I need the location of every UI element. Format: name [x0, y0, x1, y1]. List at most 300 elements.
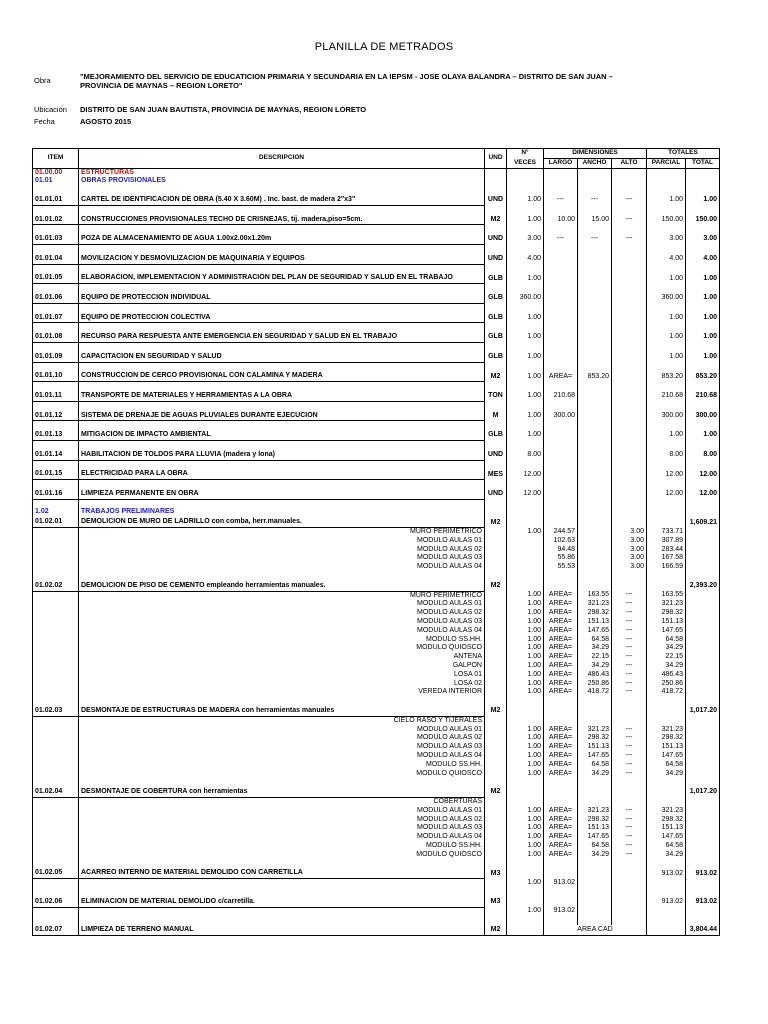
parcial: 298.32 — [647, 609, 686, 618]
detail-row — [33, 537, 720, 546]
ancho — [578, 303, 612, 312]
total — [686, 537, 720, 546]
item-code — [33, 833, 79, 842]
alto: 3.00 — [612, 537, 647, 546]
unit: M — [485, 411, 507, 421]
unit: M2 — [485, 787, 507, 797]
unit: UND — [485, 195, 507, 205]
alto — [612, 706, 647, 716]
parcial — [647, 879, 686, 888]
spacer-row — [33, 916, 720, 925]
ancho — [578, 352, 612, 362]
spacer-row — [33, 499, 720, 508]
total — [686, 264, 720, 273]
item-code — [33, 680, 79, 689]
total — [686, 653, 720, 662]
parcial: 34.29 — [647, 662, 686, 671]
item-code: 1.02 — [33, 508, 79, 517]
parcial: 150.00 — [647, 215, 686, 225]
veces — [507, 244, 544, 253]
alto — [612, 313, 647, 323]
item-description: ACARREO INTERNO DE MATERIAL DEMOLIDO CON CARRETILLA — [79, 868, 485, 878]
largo: 913.02 — [544, 907, 578, 916]
item-description — [79, 480, 485, 489]
item-code — [33, 671, 79, 680]
parcial: 250.86 — [647, 680, 686, 689]
largo — [544, 186, 578, 195]
detail-row — [33, 879, 720, 888]
largo — [544, 244, 578, 253]
detail-row — [33, 528, 720, 537]
largo — [544, 332, 578, 342]
item-code: 01.01.07 — [33, 313, 79, 323]
ancho — [578, 508, 612, 517]
veces — [507, 546, 544, 555]
spacer-row — [33, 888, 720, 897]
unit: M2 — [485, 517, 507, 527]
largo: AREA= — [544, 680, 578, 689]
detail-row — [33, 816, 720, 825]
largo: AREA= — [544, 662, 578, 671]
veces: 1.00 — [507, 627, 544, 636]
detail-label: MODULO AULAS 04 — [79, 752, 485, 761]
parcial: 166.59 — [647, 563, 686, 572]
veces — [507, 581, 544, 591]
ancho — [578, 706, 612, 716]
alto: 3.00 — [612, 563, 647, 572]
total — [686, 563, 720, 572]
item-code: 01.02.03 — [33, 706, 79, 716]
veces: 1.00 — [507, 907, 544, 916]
item-description — [79, 401, 485, 410]
item-code — [33, 600, 79, 609]
spacer-row — [33, 323, 720, 332]
parcial: 853.20 — [647, 371, 686, 381]
total — [686, 688, 720, 697]
ancho: 22.15 — [578, 653, 612, 662]
veces — [507, 716, 544, 725]
table-row — [33, 868, 720, 878]
unit: UND — [485, 450, 507, 460]
unit: GLB — [485, 293, 507, 303]
veces: 1.00 — [507, 609, 544, 618]
unit: M3 — [485, 897, 507, 907]
spacer-row — [33, 225, 720, 234]
detail-row — [33, 609, 720, 618]
detail-row — [33, 600, 720, 609]
parcial — [647, 401, 686, 410]
unit — [485, 916, 507, 925]
ancho — [578, 460, 612, 469]
parcial: 733.71 — [647, 528, 686, 537]
item-description: EQUIPO DE PROTECCION INDIVIDUAL — [79, 293, 485, 303]
ancho — [578, 916, 612, 925]
unit — [485, 644, 507, 653]
unit — [485, 177, 507, 186]
item-code — [33, 879, 79, 888]
largo: AREA= — [544, 591, 578, 600]
parcial — [647, 572, 686, 581]
parcial: 1.00 — [647, 273, 686, 283]
total — [686, 508, 720, 517]
alto — [612, 264, 647, 273]
ancho — [578, 879, 612, 888]
largo: AREA= — [544, 671, 578, 680]
alto — [612, 460, 647, 469]
table-row — [33, 352, 720, 362]
ancho: 34.29 — [578, 644, 612, 653]
item-code: 01.01.16 — [33, 489, 79, 499]
ancho: 34.29 — [578, 770, 612, 779]
total: 150.00 — [686, 215, 720, 225]
veces — [507, 499, 544, 508]
veces: 1.00 — [507, 833, 544, 842]
alto: --- — [612, 734, 647, 743]
item-code — [33, 421, 79, 430]
total: 1.00 — [686, 332, 720, 342]
total — [686, 888, 720, 897]
unit: GLB — [485, 332, 507, 342]
table-row — [33, 706, 720, 716]
unit: UND — [485, 234, 507, 244]
parcial: 486.43 — [647, 671, 686, 680]
detail-row — [33, 752, 720, 761]
item-code — [33, 743, 79, 752]
ancho — [578, 897, 612, 907]
parcial — [647, 225, 686, 234]
parcial: 913.02 — [647, 897, 686, 907]
ancho: 151.13 — [578, 618, 612, 627]
veces — [507, 537, 544, 546]
total — [686, 186, 720, 195]
largo: AREA= — [544, 743, 578, 752]
parcial: 360.00 — [647, 293, 686, 303]
unit — [485, 816, 507, 825]
parcial — [647, 706, 686, 716]
unit — [485, 662, 507, 671]
parcial — [647, 508, 686, 517]
unit — [485, 716, 507, 725]
table-header-row-1 — [33, 149, 720, 159]
item-description: HABILITACIÓN DE TOLDOS PARA LLUVIA (madera y lona) — [79, 450, 485, 460]
largo: AREA= — [544, 824, 578, 833]
total: 1.00 — [686, 293, 720, 303]
total — [686, 734, 720, 743]
header-dimensiones: DIMENSIONES — [544, 149, 647, 159]
unit — [485, 618, 507, 627]
item-code — [33, 618, 79, 627]
fecha-value: AGOSTO 2015 — [80, 117, 132, 126]
ancho — [578, 293, 612, 303]
unit: M2 — [485, 371, 507, 381]
detail-row — [33, 761, 720, 770]
ancho — [578, 177, 612, 186]
unit: M3 — [485, 868, 507, 878]
detail-row — [33, 842, 720, 851]
parcial: 64.58 — [647, 842, 686, 851]
veces: 1.00 — [507, 807, 544, 816]
ancho — [578, 244, 612, 253]
alto: --- — [612, 743, 647, 752]
detail-label: CIELO RASO Y TIJERALES — [79, 716, 485, 725]
unit — [485, 833, 507, 842]
veces: 1.00 — [507, 273, 544, 283]
alto — [612, 907, 647, 916]
veces: 1.00 — [507, 352, 544, 362]
largo — [544, 264, 578, 273]
ancho: 298.32 — [578, 609, 612, 618]
item-code: 01.02.01 — [33, 517, 79, 527]
total: 210.68 — [686, 391, 720, 401]
total — [686, 440, 720, 449]
item-description: DESMONTAJE DE COBERTURA con herramientas — [79, 787, 485, 797]
item-code: 01.01.09 — [33, 352, 79, 362]
alto — [612, 284, 647, 293]
ancho — [578, 313, 612, 323]
veces: 1.00 — [507, 752, 544, 761]
total: 913.02 — [686, 897, 720, 907]
veces: 1.00 — [507, 591, 544, 600]
largo — [544, 225, 578, 234]
largo: 10.00 — [544, 215, 578, 225]
item-code: 01.01.04 — [33, 254, 79, 264]
item-description — [79, 362, 485, 371]
alto: --- — [612, 726, 647, 735]
total — [686, 680, 720, 689]
ancho: 163.55 — [578, 591, 612, 600]
ancho — [578, 778, 612, 787]
largo — [544, 916, 578, 925]
parcial: 321.23 — [647, 726, 686, 735]
ancho — [578, 323, 612, 332]
ancho — [578, 546, 612, 555]
unit — [485, 778, 507, 787]
table-row — [33, 234, 720, 244]
header-largo: LARGO — [544, 158, 578, 168]
ancho: 64.58 — [578, 636, 612, 645]
item-code: 01.01.15 — [33, 469, 79, 479]
detail-label: MODULO AULAS 04 — [79, 627, 485, 636]
detail-label: MODULO AULAS 03 — [79, 618, 485, 627]
item-code: 01.02.06 — [33, 897, 79, 907]
total: 1.00 — [686, 430, 720, 440]
alto — [612, 362, 647, 371]
detail-row — [33, 807, 720, 816]
item-code — [33, 797, 79, 806]
ancho: 853.20 — [578, 371, 612, 381]
alto: --- — [612, 618, 647, 627]
veces: 1.00 — [507, 770, 544, 779]
unit — [485, 168, 507, 177]
ancho: 64.58 — [578, 761, 612, 770]
alto — [612, 916, 647, 925]
unit — [485, 537, 507, 546]
total — [686, 752, 720, 761]
table-row — [33, 293, 720, 303]
largo — [544, 293, 578, 303]
ancho: 147.65 — [578, 752, 612, 761]
alto: --- — [612, 609, 647, 618]
unit — [485, 499, 507, 508]
total: 2,393.20 — [686, 581, 720, 591]
parcial: 913.02 — [647, 868, 686, 878]
alto: --- — [612, 653, 647, 662]
parcial: 1.00 — [647, 352, 686, 362]
table-row — [33, 332, 720, 342]
header-total: TOTAL — [686, 158, 720, 168]
table-row — [33, 371, 720, 381]
total — [686, 697, 720, 706]
total: 3.00 — [686, 234, 720, 244]
parcial — [647, 362, 686, 371]
veces — [507, 868, 544, 878]
unit — [485, 797, 507, 806]
veces — [507, 205, 544, 214]
unit: MES — [485, 469, 507, 479]
item-code: 01.01.10 — [33, 371, 79, 381]
item-description — [79, 303, 485, 312]
item-code — [33, 636, 79, 645]
item-code — [33, 303, 79, 312]
item-description — [79, 916, 485, 925]
ancho — [578, 264, 612, 273]
alto — [612, 697, 647, 706]
unit — [485, 401, 507, 410]
veces — [507, 225, 544, 234]
item-code — [33, 734, 79, 743]
item-code — [33, 824, 79, 833]
veces — [507, 508, 544, 517]
total — [686, 851, 720, 860]
detail-row — [33, 734, 720, 743]
unit — [485, 508, 507, 517]
unit — [485, 907, 507, 916]
unit — [485, 186, 507, 195]
ancho: --- — [578, 234, 612, 244]
alto — [612, 469, 647, 479]
alto — [612, 489, 647, 499]
ancho — [578, 284, 612, 293]
item-code — [33, 860, 79, 869]
detail-label: MURO PERIMETRICO — [79, 591, 485, 600]
spacer-row — [33, 697, 720, 706]
parcial: 1.00 — [647, 430, 686, 440]
item-code — [33, 264, 79, 273]
ancho — [578, 499, 612, 508]
total — [686, 554, 720, 563]
veces — [507, 925, 544, 935]
ancho — [578, 273, 612, 283]
detail-label: ANTENA — [79, 653, 485, 662]
item-code: 01.01.03 — [33, 234, 79, 244]
item-code — [33, 480, 79, 489]
item-code: 01.00.00 — [33, 168, 79, 177]
largo — [544, 572, 578, 581]
alto: --- — [612, 627, 647, 636]
total — [686, 636, 720, 645]
ancho — [578, 186, 612, 195]
largo — [544, 352, 578, 362]
ancho — [578, 554, 612, 563]
item-code — [33, 460, 79, 469]
detail-label: MODULO AULAS 04 — [79, 833, 485, 842]
alto — [612, 517, 647, 527]
parcial — [647, 186, 686, 195]
item-code — [33, 554, 79, 563]
header-parcial: PARCIAL — [647, 158, 686, 168]
total — [686, 860, 720, 869]
item-description: ESTRUCTURAS — [79, 168, 485, 177]
largo — [544, 797, 578, 806]
unit — [485, 860, 507, 869]
ubicacion-value: DISTRITO DE SAN JUAN BAUTISTA, PROVINCIA DE MAYNAS, REGION LORETO — [80, 105, 367, 114]
largo — [544, 313, 578, 323]
header-und: UND — [485, 149, 507, 169]
parcial: 22.15 — [647, 653, 686, 662]
spacer-row — [33, 401, 720, 410]
parcial — [647, 907, 686, 916]
veces: 1.00 — [507, 851, 544, 860]
total — [686, 879, 720, 888]
ancho: 64.58 — [578, 842, 612, 851]
alto: --- — [612, 195, 647, 205]
total: 1,017.20 — [686, 787, 720, 797]
parcial: 1.00 — [647, 313, 686, 323]
unit — [485, 591, 507, 600]
item-description — [79, 860, 485, 869]
parcial — [647, 916, 686, 925]
item-code — [33, 362, 79, 371]
alto: 3.00 — [612, 528, 647, 537]
total — [686, 618, 720, 627]
unit — [485, 480, 507, 489]
header-alto: ALTO — [612, 158, 647, 168]
item-description — [79, 421, 485, 430]
ancho — [578, 489, 612, 499]
largo: AREA= — [544, 371, 578, 381]
unit — [485, 284, 507, 293]
table-row — [33, 195, 720, 205]
detail-label: LOSA 01 — [79, 671, 485, 680]
largo — [544, 778, 578, 787]
detail-label: MODULO SS.HH. — [79, 842, 485, 851]
unit: GLB — [485, 352, 507, 362]
parcial — [647, 517, 686, 527]
item-code: 01.01.13 — [33, 430, 79, 440]
alto — [612, 293, 647, 303]
ancho — [578, 572, 612, 581]
total: 1.00 — [686, 195, 720, 205]
obra-label: Obra — [34, 76, 51, 85]
item-code — [33, 342, 79, 351]
unit — [485, 244, 507, 253]
parcial — [647, 323, 686, 332]
veces: 1.00 — [507, 761, 544, 770]
parcial — [647, 860, 686, 869]
header-totales: TOTALES — [647, 149, 720, 159]
item-code — [33, 440, 79, 449]
item-code: 01.01.05 — [33, 273, 79, 283]
alto — [612, 273, 647, 283]
unit: M2 — [485, 581, 507, 591]
spacer-row — [33, 342, 720, 351]
alto: 3.00 — [612, 554, 647, 563]
parcial — [647, 480, 686, 489]
veces: 1.00 — [507, 688, 544, 697]
detail-row — [33, 770, 720, 779]
item-description — [79, 205, 485, 214]
unit — [485, 554, 507, 563]
